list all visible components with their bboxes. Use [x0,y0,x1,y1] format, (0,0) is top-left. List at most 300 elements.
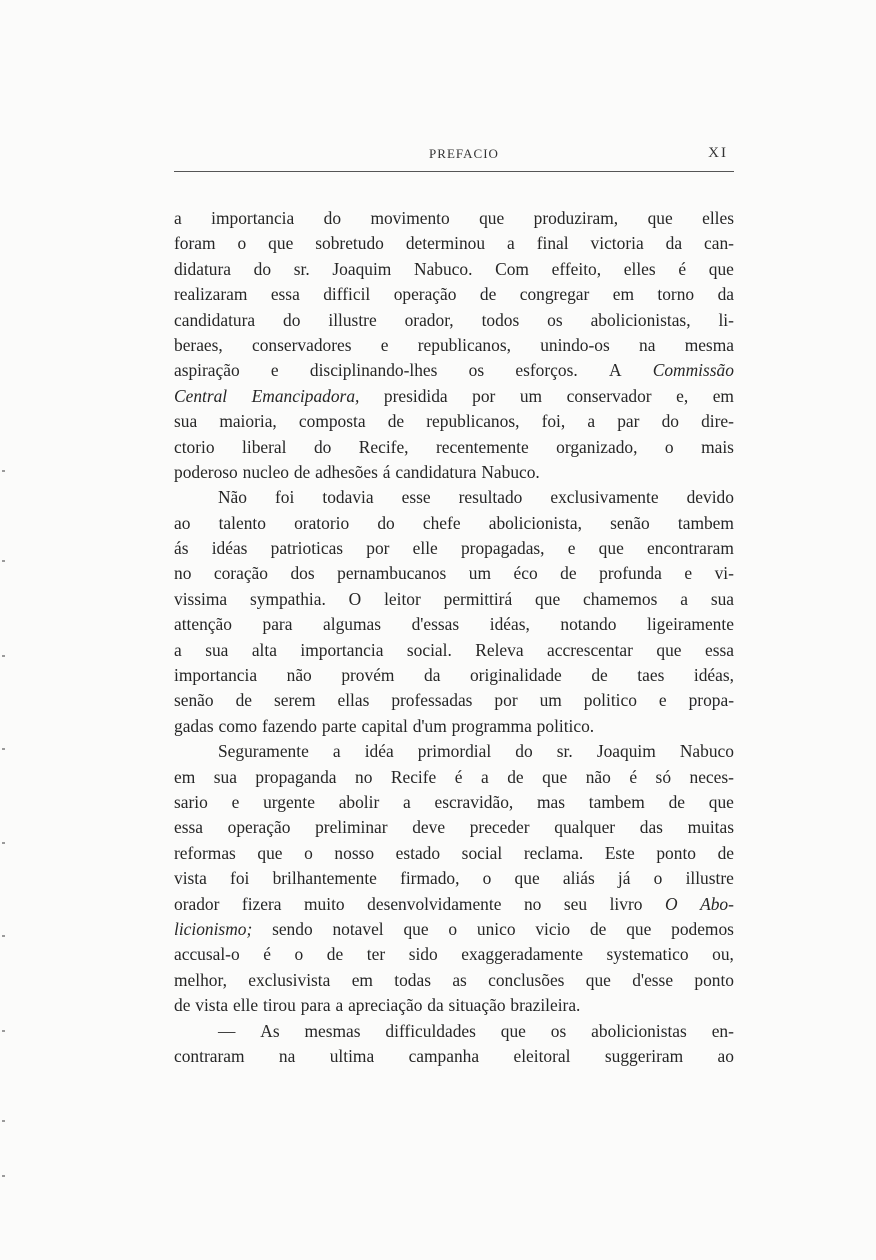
word: accrescentar [547,639,633,660]
text-line [174,968,734,993]
word: programma [451,715,532,736]
text-line [174,917,734,942]
word: ctorio [174,436,215,457]
word: de [591,665,608,686]
word: maioria, [219,411,277,432]
word: d'um [412,715,447,736]
word: que [479,208,505,228]
page-header [174,146,734,168]
word: todavia [322,487,374,508]
word: o [653,868,663,889]
word: taes [637,665,665,686]
word: abolir [338,791,380,812]
word: conclusões [488,969,565,990]
word: ponto [656,842,696,863]
word: O [348,588,362,609]
word: ou, [712,944,734,965]
word: essa [174,817,203,838]
header-rule [174,171,734,172]
word: Joaquim [596,741,656,762]
word: qualquer [554,817,616,838]
word: que [626,918,652,939]
word: Joaquim [332,258,392,279]
word: no [355,766,373,787]
text-line [174,587,734,612]
word: aspiração [174,360,240,381]
text-line [174,435,734,460]
word: nosso [334,842,375,863]
word: e [380,334,389,355]
word: os [550,1020,567,1041]
text-line [174,460,734,485]
word: nucleo [242,461,289,482]
word: já [617,868,631,889]
word: para [262,614,293,635]
word: é [678,258,687,279]
word: reclama. [523,842,584,863]
word: todas [394,969,431,990]
word: encontraram [647,538,734,559]
text-line [174,257,734,282]
word: patrioticas [270,538,344,559]
word: que [656,639,682,660]
word: operação [393,284,457,305]
word: essa [704,639,734,660]
word: que [535,588,561,609]
word: presidida [383,385,448,406]
word: de [668,791,685,812]
word: que [542,766,568,787]
word: poderoso [174,461,238,482]
word: operação [227,817,291,838]
word: da [717,284,734,305]
word: em [712,385,734,406]
word: em [351,969,373,990]
word: firmado, [400,868,460,889]
word: liberal [242,436,287,457]
word: resultado [458,487,523,508]
word: é [454,766,463,787]
text-line [174,231,734,256]
text-line [174,333,734,358]
word: can- [704,233,734,254]
word: Nabuco. [481,461,540,482]
word: do [323,208,342,228]
word: por [366,538,390,559]
word: final [536,233,569,254]
word: mesma [684,334,734,355]
word: eleitoral [513,1045,571,1066]
word: fazendo [261,715,318,736]
text-line [174,892,734,917]
word: livro [609,893,643,914]
word: Emancipadora, [251,385,360,406]
word: oratorio [294,512,350,533]
word: primordial [417,741,492,762]
word: disciplinando-lhes [309,360,438,381]
word: vi- [714,563,734,584]
word: A [608,360,622,381]
word: podemos [671,918,734,939]
word: congregar [519,284,590,305]
word: ter [366,944,386,965]
text-line [174,866,734,891]
word: preceder [469,817,530,838]
word: sobretudo [315,233,384,254]
word: Abo- [700,893,734,914]
word: importancia [211,208,295,228]
word: systematico [606,944,689,965]
text-line [174,1044,734,1069]
text-line [174,485,734,510]
word: produziram, [533,208,619,228]
word: suggeriram [604,1045,684,1066]
running-title: PREFACIO [429,146,499,161]
word: que [403,918,429,939]
word: provém [341,665,395,686]
word: sua [213,766,237,787]
word: foi [230,868,250,889]
word: que [598,538,624,559]
word: attenção [174,614,232,635]
word: effeito, [551,258,602,279]
word: notavel [332,918,384,939]
word: um [539,690,562,711]
word: victoria [590,233,644,254]
word: a [174,639,182,660]
word: tambem [677,512,734,533]
word: licionismo; [174,918,253,939]
word: de [589,918,607,939]
word: Central [174,385,228,406]
word: — [218,1020,236,1041]
word: do [515,741,533,762]
word: ultima [329,1045,375,1066]
word: illustre [685,868,734,889]
word: esforços. [515,360,578,381]
text-line [174,612,734,637]
word: estado [395,842,441,863]
word: ás [174,538,189,559]
word: torno [657,284,695,305]
word: um [468,563,491,584]
word: o [294,944,304,965]
word: gadas [174,715,214,736]
text-line [174,536,734,561]
word: vicio [535,918,571,939]
word: não [286,665,312,686]
word: que [585,969,611,990]
word: composta [298,411,366,432]
text-line [174,206,734,231]
text-line [174,790,734,815]
word: Nabuco [679,741,734,762]
word: algumas [323,614,381,635]
word: de [293,461,311,482]
word: éco [513,563,538,584]
word: en- [711,1020,734,1041]
word: vista [195,995,229,1016]
scan-edge-marks [0,0,10,1260]
word: fizera [241,893,282,914]
word: o [448,918,458,939]
word: desenvolvidamente [367,893,502,914]
word: propa- [688,690,734,711]
text-line [174,638,734,663]
word: sua [174,411,198,432]
word: escravidão, [434,791,514,812]
word: sua [205,639,229,660]
word: candidatura [174,309,256,330]
word: tirou [262,995,296,1016]
word: realizaram [174,284,248,305]
word: beraes, [174,334,223,355]
word: dire- [701,411,734,432]
word: todos [481,309,520,330]
word: republicanos, [417,334,511,355]
word: vissima [174,588,228,609]
text-line [174,841,734,866]
word: chamemos [583,588,658,609]
word: do [283,309,301,330]
word: alta [251,639,277,660]
word: sendo [272,918,313,939]
word: situação [448,995,506,1016]
word: abolicionista, [488,512,582,533]
word: não [585,766,611,787]
word: os [547,309,563,330]
word: que [500,1020,526,1041]
text-line [174,308,734,333]
word: Não [218,487,247,508]
word: a [680,588,688,609]
word: a [335,995,344,1016]
word: idéas, [693,665,734,686]
word: do [313,436,332,457]
word: elles [623,258,656,279]
word: Recife [390,766,437,787]
word: brilhantemente [272,868,377,889]
word: a [587,411,596,432]
word: serem [273,690,316,711]
word: orador, [404,309,454,330]
word: senão [174,690,214,711]
word: adhesões [315,461,378,482]
word: que [647,208,673,228]
word: capital [361,715,408,736]
word: a [480,766,489,787]
word: Este [604,842,635,863]
word: O [664,893,678,914]
word: Recife, [358,436,409,457]
word: brazileira. [510,995,581,1016]
word: em [612,284,634,305]
word: recentemente [436,436,529,457]
text-line [174,1019,734,1044]
word: a [403,791,411,812]
word: leitor [384,588,421,609]
word: social [461,842,503,863]
word: didatura [174,258,231,279]
word: elle [412,538,438,559]
word: no [523,893,542,914]
word: ao [174,512,191,533]
word: foram [174,233,216,254]
word: deve [412,817,446,838]
word: importancia [300,639,384,660]
word: muitas [687,817,734,838]
word: da [424,665,441,686]
word: republicanos, [426,411,520,432]
word: na [278,1045,296,1066]
text-line [174,384,734,409]
word: essa [270,284,300,305]
word: Com [495,258,529,279]
word: devido [686,487,734,508]
word: accusal-o [174,944,240,965]
text-line [174,358,734,383]
word: sympathia. [249,588,326,609]
word: melhor, [174,969,227,990]
word: conservadores [252,334,352,355]
word: chefe [422,512,461,533]
word: talento [218,512,266,533]
text-line [174,409,734,434]
text-line [174,942,734,967]
word: de [717,842,734,863]
word: sario [174,791,208,812]
word: sr. [556,741,573,762]
word: á [382,461,391,482]
word: idéas, [489,614,530,635]
word: é [263,944,271,965]
word: idéa [364,741,394,762]
word: originalidade [469,665,562,686]
word: organizado, [556,436,638,457]
word: contraram [174,1045,245,1066]
word: foi, [541,411,566,432]
word: um [519,385,543,406]
word: os [468,360,485,381]
word: Commissão [652,360,734,381]
word: Nabuco. [414,258,473,279]
text-line [174,663,734,688]
word: movimento [370,208,450,228]
word: do [253,258,272,279]
word: esse [401,487,431,508]
word: professadas [391,690,473,711]
text-line [174,815,734,840]
word: da [665,233,683,254]
word: permittirá [443,588,513,609]
word: Releva [475,639,524,660]
word: urgente [263,791,315,812]
word: mesmas [304,1020,361,1041]
word: na [639,334,656,355]
word: ao [717,1045,734,1066]
word: pernambucanos [337,563,447,584]
word: do [661,411,679,432]
word: a [174,208,182,228]
word: dos [290,563,315,584]
word: Seguramente [218,741,309,762]
word: parte [321,715,357,736]
word: apreciação [348,995,423,1016]
word: li- [718,309,734,330]
word: difficil [323,284,371,305]
word: no [174,563,192,584]
word: unindo-os [540,334,610,355]
word: por [494,690,518,711]
text-line [174,688,734,713]
word: e, [676,385,689,406]
word: idéas [211,538,248,559]
word: notando [560,614,617,635]
word: profunda [599,563,662,584]
word: preliminar [315,817,388,838]
word: e [231,791,240,812]
word: neces- [689,766,734,787]
word: como [218,715,258,736]
word: exaggeradamente [461,944,583,965]
word: candidatura [395,461,477,482]
word: abolicionistas [591,1020,687,1041]
text-line [174,739,734,764]
word: par [617,411,640,432]
word: para [300,995,331,1016]
word: de [479,284,497,305]
word: ligeiramente [647,614,734,635]
word: e [567,538,576,559]
word: que [708,791,734,812]
word: aliás [562,868,595,889]
word: que [514,868,540,889]
word: de [326,944,344,965]
word: politico [583,690,637,711]
word: ellas [337,690,370,711]
body-text [174,206,734,1069]
word: senão [610,512,650,533]
word: que [708,258,734,279]
word: determinou [405,233,486,254]
word: mais [701,436,734,457]
word: social. [406,639,452,660]
word: de [387,411,405,432]
word: difficuldades [385,1020,476,1041]
word: orador [174,893,220,914]
word: exclusivista [248,969,331,990]
word: conservador [566,385,652,406]
word: do [377,512,395,533]
text-line [174,561,734,586]
text-line [174,714,734,739]
word: elles [702,208,734,228]
word: propaganda [255,766,337,787]
word: e [658,690,667,711]
word: ponto [694,969,734,990]
word: de [235,690,252,711]
word: que [257,842,283,863]
word: politico. [536,715,595,736]
text-line [174,282,734,307]
word: sua [710,588,734,609]
word: a [332,741,341,762]
word: abolicionistas, [590,309,691,330]
word: de [507,766,524,787]
word: reformas [174,842,236,863]
word: campanha [408,1045,480,1066]
word: sido [408,944,438,965]
